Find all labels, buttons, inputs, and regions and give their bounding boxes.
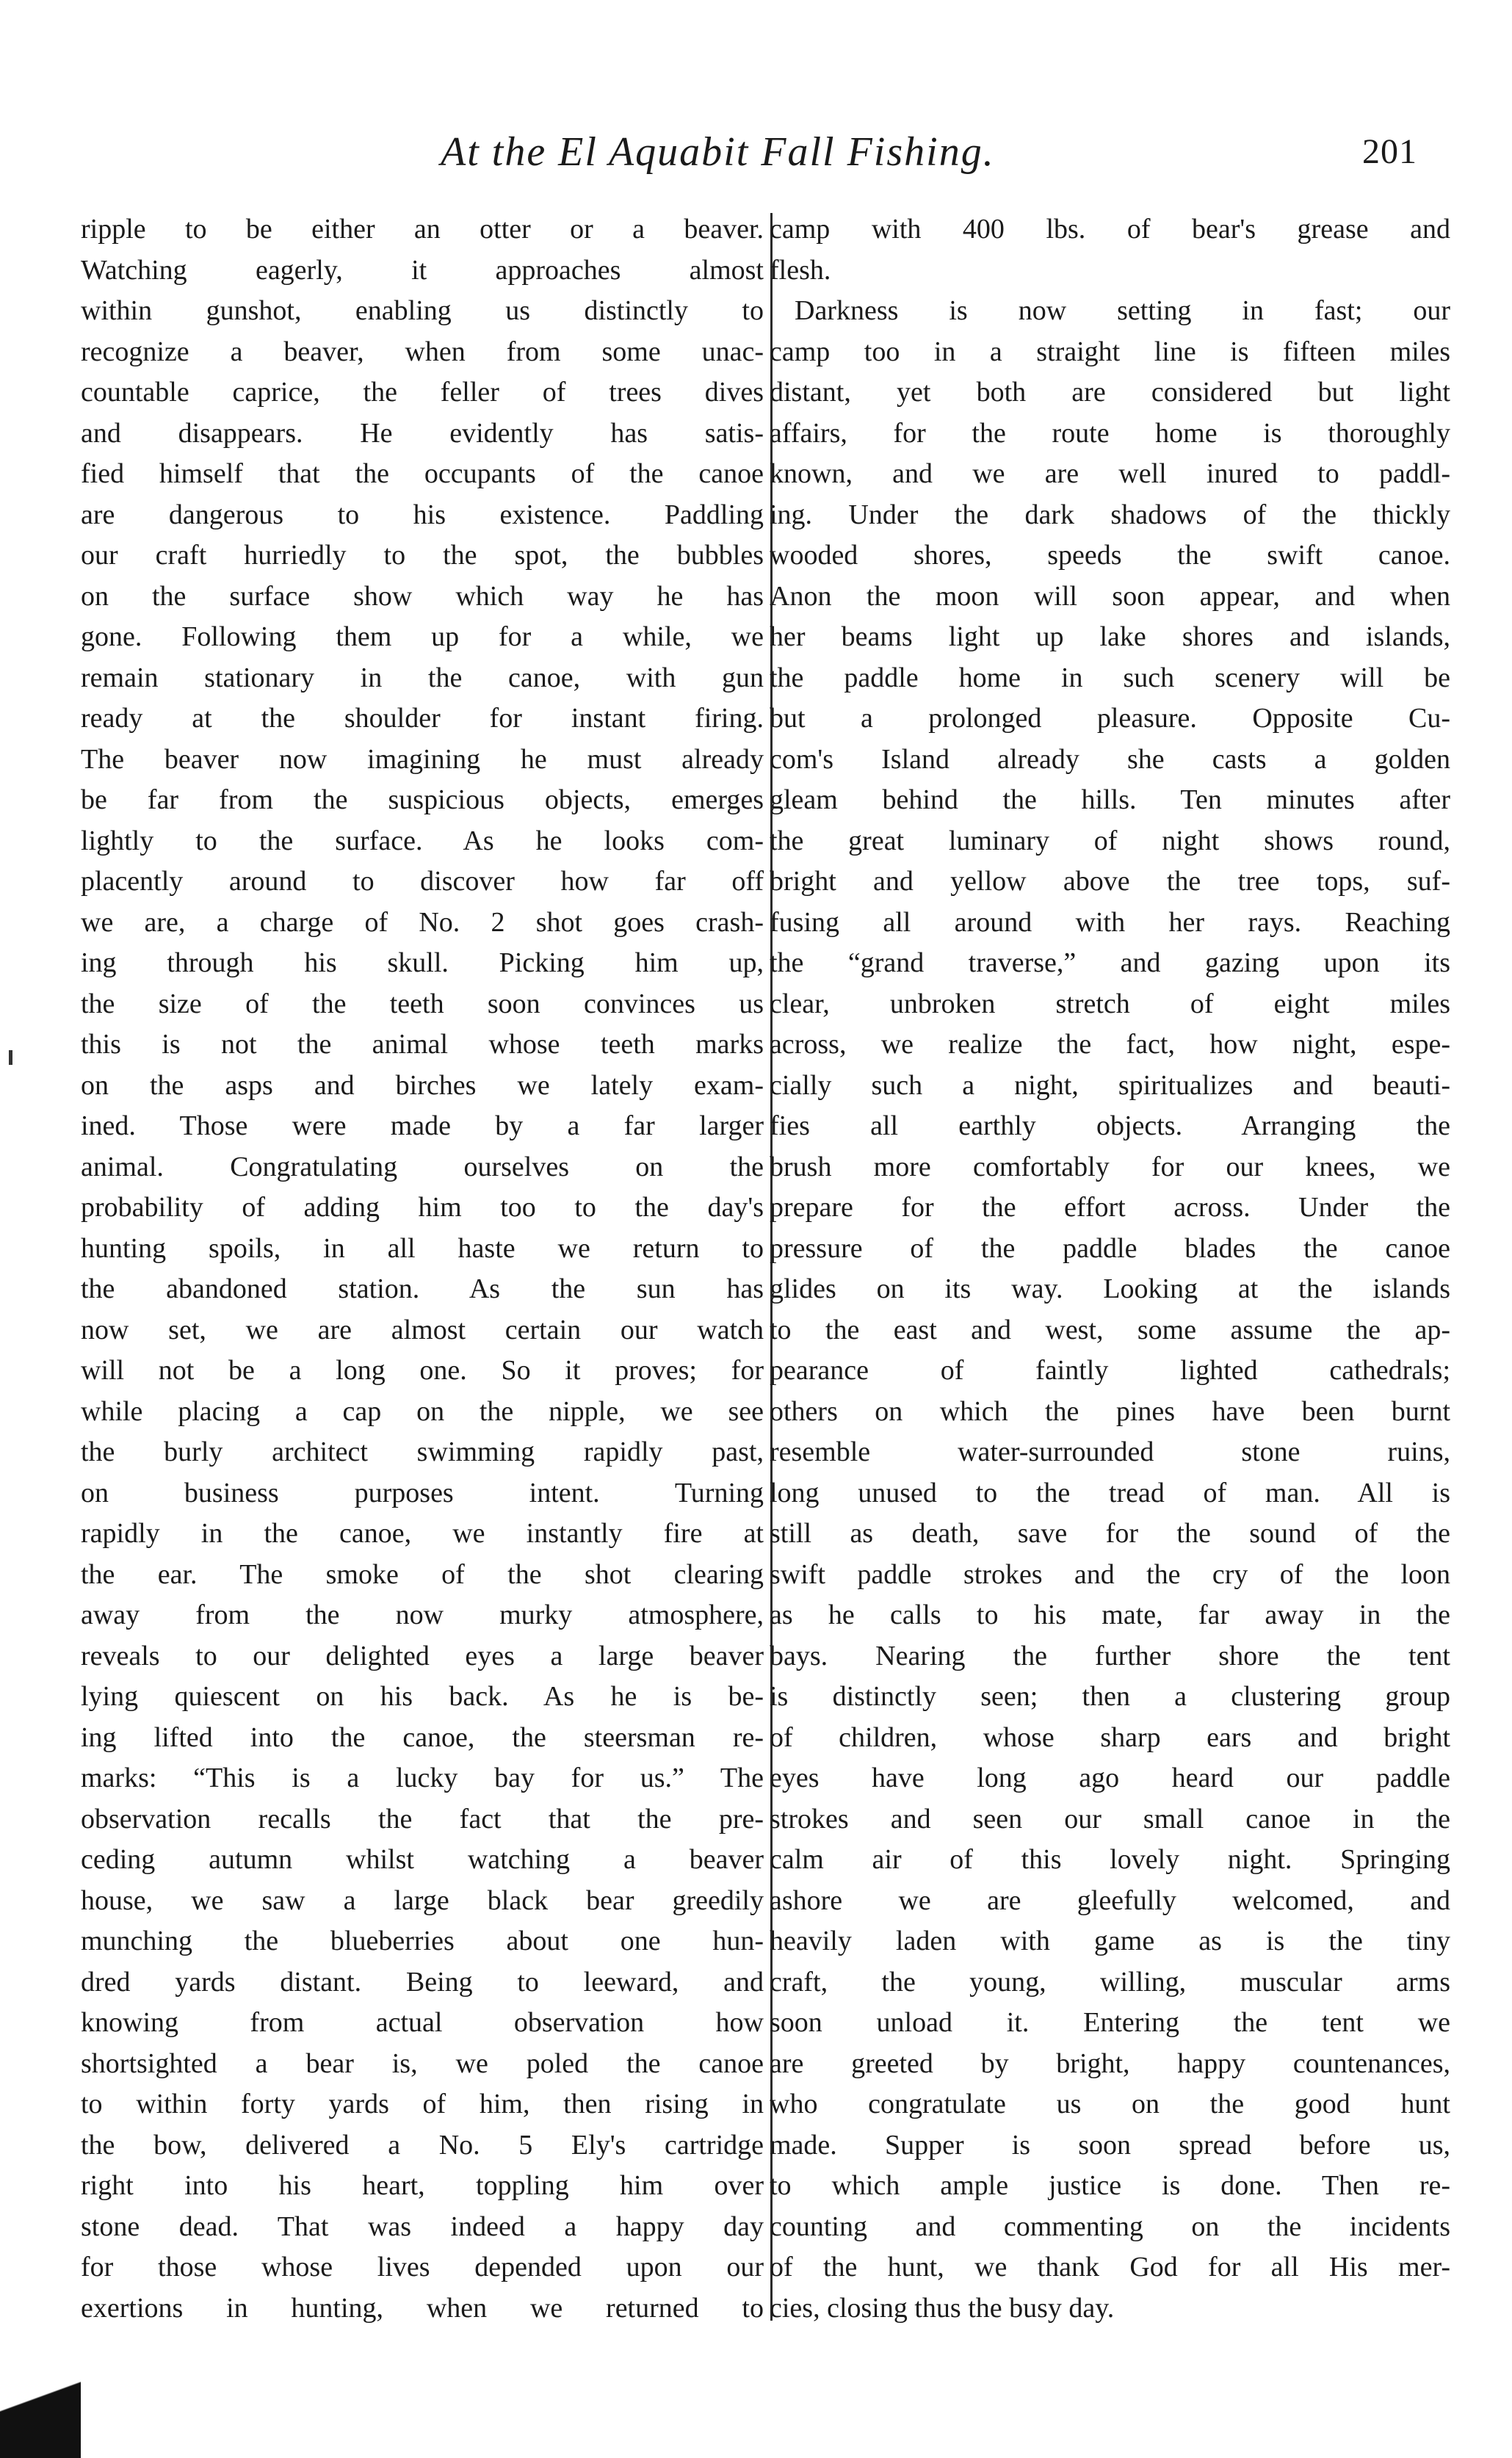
- text-line: her beams light up lake shores and islands,: [770, 621, 1450, 652]
- text-line: away from the now murky atmosphere,: [81, 1599, 764, 1630]
- text-line: the burly architect swimming rapidly past,: [81, 1436, 764, 1467]
- text-line: but a prolonged pleasure. Opposite Cu-: [770, 703, 1450, 734]
- text-line: heavily laden with game as is the tiny: [770, 1926, 1450, 1956]
- text-line: our craft hurriedly to the spot, the bubbles: [81, 540, 764, 571]
- text-line: lightly to the surface. As he looks com-: [81, 825, 764, 856]
- text-line: to within forty yards of him, then rising in: [81, 2089, 764, 2119]
- text-line: are greeted by bright, happy countenances,: [770, 2047, 1450, 2079]
- text-line: affairs, for the route home is thoroughly: [770, 417, 1450, 449]
- text-line: cially such a night, spiritualizes and beauti-: [770, 1069, 1450, 1101]
- text-line: ready at the shoulder for instant firing.: [81, 703, 764, 734]
- text-line: Darkness is now setting in fast; our: [795, 295, 1450, 326]
- text-line: hunting spoils, in all haste we return to: [81, 1232, 764, 1264]
- text-line: on the asps and birches we lately exam-: [81, 1069, 764, 1101]
- text-line: on the surface show which way he has: [81, 580, 764, 612]
- text-line: and disappears. He evidently has satis-: [81, 417, 764, 449]
- text-line: ing lifted into the canoe, the steersman re-: [81, 1721, 764, 1753]
- text-line: this is not the animal whose teeth marks: [81, 1029, 764, 1060]
- text-line: Watching eagerly, it approaches almost: [81, 254, 764, 286]
- page-number: 201: [1362, 132, 1417, 171]
- text-line: now set, we are almost certain our watch: [81, 1314, 764, 1345]
- text-line: remain stationary in the canoe, with gun: [81, 662, 764, 693]
- text-line: gleam behind the hills. Ten minutes after: [770, 784, 1450, 815]
- text-line: others on which the pines have been burnt: [770, 1395, 1450, 1427]
- text-line: lying quiescent on his back. As he is be-: [81, 1681, 764, 1712]
- text-line: as he calls to his mate, far away in the: [770, 1599, 1450, 1630]
- text-line: gone. Following them up for a while, we: [81, 621, 764, 652]
- text-line: still as death, save for the sound of the: [770, 1518, 1450, 1549]
- text-line: camp too in a straight line is fifteen miles: [770, 336, 1450, 367]
- text-line: camp with 400 lbs. of bear's grease and: [770, 214, 1450, 245]
- text-line: reveals to our delighted eyes a large beaver: [81, 1640, 764, 1671]
- text-line: within gunshot, enabling us distinctly to: [81, 295, 764, 326]
- text-line: resemble water-surrounded stone ruins,: [770, 1436, 1450, 1467]
- text-line: while placing a cap on the nipple, we see: [81, 1395, 764, 1427]
- text-line: eyes have long ago heard our paddle: [770, 1763, 1450, 1793]
- margin-mark: [9, 1050, 12, 1065]
- text-line: flesh.: [770, 254, 831, 286]
- text-line: countable caprice, the feller of trees dives: [81, 377, 764, 408]
- text-line: stone dead. That was indeed a happy day: [81, 2211, 764, 2242]
- text-line: clear, unbroken stretch of eight miles: [770, 988, 1450, 1019]
- left-column: [81, 209, 764, 2329]
- text-line: the bow, delivered a No. 5 Ely's cartridge: [81, 2129, 764, 2161]
- text-line: placently around to discover how far off: [81, 866, 764, 897]
- text-line: pearance of faintly lighted cathedrals;: [770, 1355, 1450, 1386]
- text-line: will not be a long one. So it proves; for: [81, 1355, 764, 1386]
- text-line: to the east and west, some assume the ap-: [770, 1314, 1450, 1345]
- text-line: long unused to the tread of man. All is: [770, 1477, 1450, 1508]
- text-line: brush more comfortably for our knees, we: [770, 1151, 1450, 1182]
- text-line: exertions in hunting, when we returned to: [81, 2292, 764, 2324]
- binding-shadow: [0, 2348, 81, 2458]
- text-line: munching the blueberries about one hun-: [81, 1926, 764, 1956]
- text-line: across, we realize the fact, how night, espe-: [770, 1029, 1450, 1060]
- text-line: of children, whose sharp ears and bright: [770, 1721, 1450, 1753]
- text-line: be far from the suspicious objects, emerges: [81, 784, 764, 815]
- page-header: [0, 129, 1512, 187]
- text-line: ripple to be either an otter or a beaver.: [81, 214, 764, 245]
- text-line: probability of adding him too to the day's: [81, 1192, 764, 1223]
- right-column: [764, 209, 1450, 2329]
- text-line: for those whose lives depended upon our: [81, 2252, 764, 2282]
- text-line: marks: “This is a lucky bay for us.” The: [81, 1763, 764, 1793]
- text-line: we are, a charge of No. 2 shot goes crash-: [81, 906, 764, 938]
- text-line: wooded shores, speeds the swift canoe.: [770, 540, 1450, 571]
- text-line: swift paddle strokes and the cry of the loon: [770, 1558, 1450, 1590]
- text-line: Anon the moon will soon appear, and when: [770, 580, 1450, 612]
- text-line: prepare for the effort across. Under the: [770, 1192, 1450, 1223]
- text-line: known, and we are well inured to paddl-: [770, 458, 1450, 489]
- text-line: ing. Under the dark shadows of the thickly: [770, 499, 1450, 530]
- text-line: house, we saw a large black bear greedily: [81, 1884, 764, 1916]
- text-line: ceding autumn whilst watching a beaver: [81, 1844, 764, 1875]
- text-line: are dangerous to his existence. Paddling: [81, 499, 764, 530]
- text-line: soon unload it. Entering the tent we: [770, 2007, 1450, 2038]
- text-line: bright and yellow above the tree tops, suf-: [770, 866, 1450, 897]
- text-line: the paddle home in such scenery will be: [770, 662, 1450, 693]
- text-line: recognize a beaver, when from some unac-: [81, 336, 764, 367]
- text-line: glides on its way. Looking at the islands: [770, 1273, 1450, 1304]
- text-line: bays. Nearing the further shore the tent: [770, 1640, 1450, 1671]
- text-line: to which ample justice is done. Then re-: [770, 2170, 1450, 2201]
- text-line: com's Island already she casts a golden: [770, 743, 1450, 775]
- text-line: fies all earthly objects. Arranging the: [770, 1110, 1450, 1141]
- text-line: the great luminary of night shows round,: [770, 825, 1450, 856]
- text-line: the size of the teeth soon convinces us: [81, 988, 764, 1019]
- text-line: fusing all around with her rays. Reaching: [770, 906, 1450, 938]
- text-line: The beaver now imagining he must already: [81, 743, 764, 775]
- text-line: rapidly in the canoe, we instantly fire at: [81, 1518, 764, 1549]
- text-line: animal. Congratulating ourselves on the: [81, 1151, 764, 1182]
- text-line: of the hunt, we thank God for all His mer-: [770, 2252, 1450, 2282]
- text-line: right into his heart, toppling him over: [81, 2170, 764, 2201]
- text-line: counting and commenting on the incidents: [770, 2211, 1450, 2242]
- text-line: the abandoned station. As the sun has: [81, 1273, 764, 1304]
- text-line: distant, yet both are considered but light: [770, 377, 1450, 408]
- text-line: who congratulate us on the good hunt: [770, 2089, 1450, 2119]
- text-line: ined. Those were made by a far larger: [81, 1110, 764, 1141]
- text-line: ing through his skull. Picking him up,: [81, 947, 764, 978]
- text-line: shortsighted a bear is, we poled the canoe: [81, 2047, 764, 2079]
- text-line: knowing from actual observation how: [81, 2007, 764, 2038]
- text-line: the ear. The smoke of the shot clearing: [81, 1558, 764, 1590]
- running-title: At the El Aquabit Fall Fishing.: [441, 129, 995, 175]
- text-line: observation recalls the fact that the pre-: [81, 1803, 764, 1835]
- text-line: the “grand traverse,” and gazing upon its: [770, 947, 1450, 978]
- text-line: is distinctly seen; then a clustering group: [770, 1681, 1450, 1712]
- text-line: craft, the young, willing, muscular arms: [770, 1966, 1450, 1998]
- text-line: ashore we are gleefully welcomed, and: [770, 1884, 1450, 1916]
- text-line: fied himself that the occupants of the canoe: [81, 458, 764, 489]
- text-line: dred yards distant. Being to leeward, and: [81, 1966, 764, 1998]
- text-line: pressure of the paddle blades the canoe: [770, 1232, 1450, 1264]
- text-line: cies, closing thus the busy day.: [770, 2292, 1115, 2324]
- text-line: made. Supper is soon spread before us,: [770, 2129, 1450, 2161]
- text-line: on business purposes intent. Turning: [81, 1477, 764, 1508]
- text-line: calm air of this lovely night. Springing: [770, 1844, 1450, 1875]
- text-line: strokes and seen our small canoe in the: [770, 1803, 1450, 1835]
